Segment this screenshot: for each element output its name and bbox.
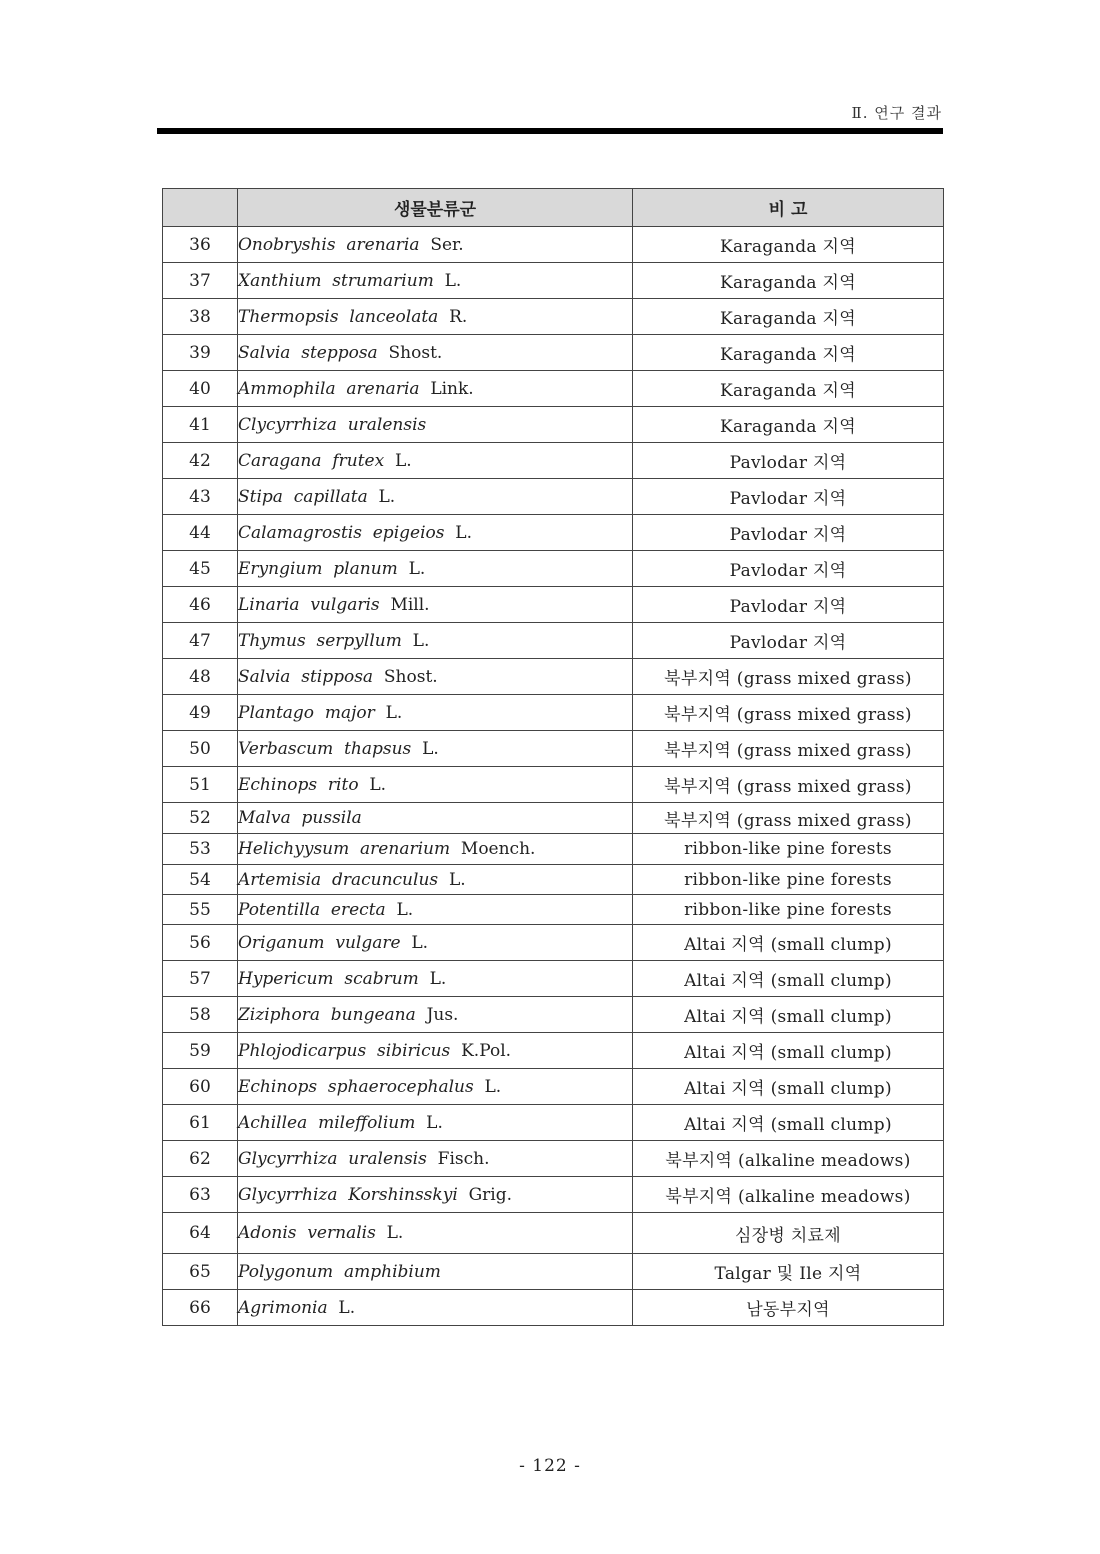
- species-epithet: bungeana: [330, 1004, 416, 1025]
- author-abbreviation: Link.: [430, 378, 474, 399]
- author-abbreviation: L.: [412, 630, 430, 651]
- genus-name: Clycyrrhiza: [238, 414, 337, 435]
- row-number: 38: [163, 299, 238, 335]
- taxon-name: [238, 895, 633, 925]
- author-abbreviation: L.: [429, 968, 447, 989]
- table-row: [163, 263, 944, 299]
- author-abbreviation: L.: [444, 270, 462, 291]
- table-row: [163, 479, 944, 515]
- running-header: Ⅱ. 연구 결과: [851, 104, 942, 122]
- table-row: [163, 515, 944, 551]
- taxon-name: [238, 1290, 633, 1326]
- row-number: 48: [163, 659, 238, 695]
- table-row: [163, 961, 944, 997]
- table-row: [163, 803, 944, 834]
- author-abbreviation: Shost.: [388, 342, 443, 363]
- row-number: 45: [163, 551, 238, 587]
- author-abbreviation: Jus.: [426, 1004, 459, 1025]
- species-epithet: capillata: [293, 486, 368, 507]
- species-epithet: vernalis: [307, 1223, 376, 1243]
- taxon-name: [238, 659, 633, 695]
- genus-name: Agrimonia: [238, 1297, 328, 1318]
- author-abbreviation: L.: [386, 1223, 404, 1243]
- row-number: 50: [163, 731, 238, 767]
- species-table: [162, 188, 944, 1326]
- taxon-name: [238, 865, 633, 895]
- author-abbreviation: L.: [338, 1297, 356, 1318]
- species-epithet: mileffolium: [318, 1112, 416, 1133]
- genus-name: Potentilla: [238, 899, 321, 920]
- species-epithet: lanceolata: [349, 306, 439, 327]
- remarks-cell: Pavlodar 지역: [633, 515, 944, 551]
- row-number: 60: [163, 1069, 238, 1105]
- taxon-name: [238, 803, 633, 834]
- genus-name: Helichyysum: [238, 839, 350, 859]
- author-abbreviation: Mill.: [390, 594, 430, 615]
- table-row: [163, 623, 944, 659]
- genus-name: Calamagrostis: [238, 522, 362, 543]
- author-abbreviation: L.: [422, 738, 439, 759]
- genus-name: Ziziphora: [238, 1004, 320, 1025]
- species-epithet: strumarium: [332, 270, 434, 291]
- genus-name: Thermopsis: [238, 306, 339, 327]
- remarks-cell: Altai 지역 (small clump): [633, 1033, 944, 1069]
- table-row: [163, 1254, 944, 1290]
- genus-name: Thymus: [238, 630, 306, 651]
- genus-name: Echinops: [238, 774, 318, 795]
- remarks-cell: Pavlodar 지역: [633, 443, 944, 479]
- species-epithet: arenarium: [360, 839, 451, 859]
- row-number: 58: [163, 997, 238, 1033]
- row-number: 57: [163, 961, 238, 997]
- species-epithet: uralensis: [348, 1148, 427, 1169]
- remarks-cell: ribbon-like pine forests: [633, 834, 944, 865]
- species-epithet: major: [324, 702, 375, 723]
- genus-name: Origanum: [238, 932, 325, 953]
- genus-name: Linaria: [238, 594, 300, 615]
- species-epithet: arenaria: [346, 378, 420, 399]
- genus-name: Echinops: [238, 1076, 318, 1097]
- table-row: [163, 587, 944, 623]
- species-epithet: rito: [327, 774, 359, 795]
- species-epithet: uralensis: [347, 414, 427, 435]
- taxon-name: [238, 587, 633, 623]
- page-number: - 122 -: [519, 1456, 581, 1476]
- row-number: 40: [163, 371, 238, 407]
- taxon-name: [238, 1213, 633, 1254]
- taxon-name: [238, 515, 633, 551]
- remarks-cell: Pavlodar 지역: [633, 587, 944, 623]
- row-number: 42: [163, 443, 238, 479]
- row-number: 41: [163, 407, 238, 443]
- author-abbreviation: Fisch.: [437, 1148, 490, 1169]
- genus-name: Onobryshis: [238, 234, 336, 255]
- author-abbreviation: R.: [449, 306, 468, 327]
- table-row: [163, 925, 944, 961]
- author-abbreviation: Grig.: [468, 1184, 513, 1205]
- table-row: [163, 1033, 944, 1069]
- row-number: 37: [163, 263, 238, 299]
- author-abbreviation: Shost.: [383, 666, 438, 687]
- taxon-name: [238, 695, 633, 731]
- remarks-cell: Altai 지역 (small clump): [633, 1069, 944, 1105]
- row-number: 56: [163, 925, 238, 961]
- row-number: 49: [163, 695, 238, 731]
- genus-name: Glycyrrhiza: [238, 1184, 338, 1205]
- taxon-name: [238, 997, 633, 1033]
- species-epithet: dracunculus: [331, 869, 439, 890]
- species-epithet: sibiricus: [377, 1040, 451, 1061]
- author-abbreviation: Moench.: [460, 839, 536, 859]
- remarks-cell: Pavlodar 지역: [633, 551, 944, 587]
- remarks-cell: Altai 지역 (small clump): [633, 1105, 944, 1141]
- row-number: 64: [163, 1213, 238, 1254]
- remarks-cell: 북부지역 (grass mixed grass): [633, 767, 944, 803]
- author-abbreviation: L.: [455, 522, 472, 543]
- row-number: 61: [163, 1105, 238, 1141]
- table-row: [163, 335, 944, 371]
- species-epithet: amphibium: [343, 1261, 441, 1282]
- row-number: 46: [163, 587, 238, 623]
- row-number: 54: [163, 865, 238, 895]
- remarks-cell: 심장병 치료제: [633, 1213, 944, 1254]
- genus-name: Polygonum: [238, 1261, 334, 1282]
- taxon-name: [238, 1105, 633, 1141]
- genus-name: Plantago: [238, 702, 315, 723]
- remarks-cell: Pavlodar 지역: [633, 623, 944, 659]
- genus-name: Glycyrrhiza: [238, 1148, 338, 1169]
- remarks-cell: 북부지역 (grass mixed grass): [633, 659, 944, 695]
- remarks-cell: ribbon-like pine forests: [633, 895, 944, 925]
- table-row: [163, 895, 944, 925]
- author-abbreviation: L.: [369, 774, 387, 795]
- row-number: 52: [163, 803, 238, 834]
- species-epithet: vulgaris: [310, 594, 380, 615]
- table-row: [163, 1069, 944, 1105]
- table-row: [163, 227, 944, 263]
- remarks-cell: Karaganda 지역: [633, 371, 944, 407]
- genus-name: Adonis: [238, 1223, 297, 1243]
- remarks-cell: Pavlodar 지역: [633, 479, 944, 515]
- row-number: 51: [163, 767, 238, 803]
- author-abbreviation: L.: [396, 899, 414, 920]
- genus-name: Verbascum: [238, 738, 334, 759]
- author-abbreviation: L.: [411, 932, 429, 953]
- taxon-name: [238, 263, 633, 299]
- table-row: [163, 695, 944, 731]
- taxon-name: [238, 834, 633, 865]
- taxon-name: [238, 623, 633, 659]
- remarks-cell: Karaganda 지역: [633, 227, 944, 263]
- taxon-name: [238, 767, 633, 803]
- row-number: 44: [163, 515, 238, 551]
- taxon-name: [238, 731, 633, 767]
- taxon-name: [238, 925, 633, 961]
- author-abbreviation: L.: [426, 1112, 443, 1133]
- species-epithet: Korshinsskyi: [348, 1184, 458, 1205]
- row-number: 53: [163, 834, 238, 865]
- remarks-cell: 북부지역 (alkaline meadows): [633, 1177, 944, 1213]
- table-row: [163, 1290, 944, 1326]
- table-body: [163, 227, 944, 1326]
- column-header-remarks: 비 고: [633, 189, 944, 227]
- genus-name: Salvia: [238, 666, 291, 687]
- column-header-number: [163, 189, 238, 227]
- table-row: [163, 659, 944, 695]
- species-epithet: stepposa: [301, 342, 378, 363]
- genus-name: Phlojodicarpus: [238, 1040, 367, 1061]
- table-header-row: [163, 189, 944, 227]
- taxon-name: [238, 479, 633, 515]
- species-epithet: stipposa: [301, 666, 374, 687]
- taxon-name: [238, 299, 633, 335]
- genus-name: Achillea: [238, 1112, 308, 1133]
- author-abbreviation: K.Pol.: [461, 1040, 512, 1061]
- remarks-cell: Karaganda 지역: [633, 335, 944, 371]
- table-row: [163, 551, 944, 587]
- row-number: 66: [163, 1290, 238, 1326]
- author-abbreviation: L.: [378, 486, 396, 507]
- author-abbreviation: L.: [385, 702, 403, 723]
- genus-name: Caragana: [238, 450, 322, 471]
- remarks-cell: Karaganda 지역: [633, 263, 944, 299]
- remarks-cell: 북부지역 (grass mixed grass): [633, 695, 944, 731]
- taxon-name: [238, 1254, 633, 1290]
- species-epithet: erecta: [330, 899, 386, 920]
- remarks-cell: Altai 지역 (small clump): [633, 961, 944, 997]
- remarks-cell: Karaganda 지역: [633, 299, 944, 335]
- table-row: [163, 865, 944, 895]
- remarks-cell: ribbon-like pine forests: [633, 865, 944, 895]
- table-row: [163, 1177, 944, 1213]
- genus-name: Xanthium: [238, 270, 322, 291]
- taxon-name: [238, 443, 633, 479]
- author-abbreviation: L.: [484, 1076, 502, 1097]
- table-row: [163, 1105, 944, 1141]
- taxon-name: [238, 371, 633, 407]
- taxon-name: [238, 1033, 633, 1069]
- genus-name: Stipa: [238, 486, 283, 507]
- row-number: 62: [163, 1141, 238, 1177]
- header-rule: [157, 128, 943, 134]
- taxon-name: [238, 551, 633, 587]
- table-row: [163, 371, 944, 407]
- remarks-cell: Talgar 및 Ile 지역: [633, 1254, 944, 1290]
- table-row: [163, 731, 944, 767]
- author-abbreviation: L.: [408, 558, 426, 579]
- table-row: [163, 997, 944, 1033]
- taxon-name: [238, 1141, 633, 1177]
- table-row: [163, 407, 944, 443]
- taxon-name: [238, 407, 633, 443]
- author-abbreviation: Ser.: [430, 234, 464, 255]
- genus-name: Ammophila: [238, 378, 336, 399]
- table-row: [163, 834, 944, 865]
- column-header-taxon: 생물분류군: [238, 189, 633, 227]
- remarks-cell: Karaganda 지역: [633, 407, 944, 443]
- species-epithet: epigeios: [372, 522, 445, 543]
- taxon-name: [238, 227, 633, 263]
- taxon-name: [238, 1069, 633, 1105]
- taxon-name: [238, 961, 633, 997]
- species-epithet: arenaria: [346, 234, 420, 255]
- table-row: [163, 767, 944, 803]
- row-number: 36: [163, 227, 238, 263]
- species-epithet: pussila: [301, 808, 362, 828]
- genus-name: Hypericum: [238, 968, 334, 989]
- row-number: 63: [163, 1177, 238, 1213]
- species-epithet: thapsus: [344, 738, 412, 759]
- species-epithet: serpyllum: [316, 630, 402, 651]
- author-abbreviation: L.: [395, 450, 412, 471]
- genus-name: Salvia: [238, 342, 291, 363]
- remarks-cell: Altai 지역 (small clump): [633, 925, 944, 961]
- table-row: [163, 299, 944, 335]
- author-abbreviation: L.: [448, 869, 466, 890]
- table-row: [163, 443, 944, 479]
- table-row: [163, 1213, 944, 1254]
- species-epithet: planum: [333, 558, 398, 579]
- remarks-cell: 북부지역 (grass mixed grass): [633, 803, 944, 834]
- table-row: [163, 1141, 944, 1177]
- taxon-name: [238, 335, 633, 371]
- row-number: 65: [163, 1254, 238, 1290]
- genus-name: Artemisia: [238, 869, 322, 890]
- remarks-cell: 북부지역 (grass mixed grass): [633, 731, 944, 767]
- remarks-cell: 남동부지역: [633, 1290, 944, 1326]
- genus-name: Malva: [238, 808, 291, 828]
- row-number: 55: [163, 895, 238, 925]
- species-epithet: frutex: [332, 450, 385, 471]
- species-epithet: scabrum: [344, 968, 419, 989]
- row-number: 59: [163, 1033, 238, 1069]
- remarks-cell: Altai 지역 (small clump): [633, 997, 944, 1033]
- species-epithet: sphaerocephalus: [327, 1076, 474, 1097]
- row-number: 43: [163, 479, 238, 515]
- remarks-cell: 북부지역 (alkaline meadows): [633, 1141, 944, 1177]
- row-number: 47: [163, 623, 238, 659]
- taxon-name: [238, 1177, 633, 1213]
- species-epithet: vulgare: [335, 932, 401, 953]
- genus-name: Eryngium: [238, 558, 323, 579]
- row-number: 39: [163, 335, 238, 371]
